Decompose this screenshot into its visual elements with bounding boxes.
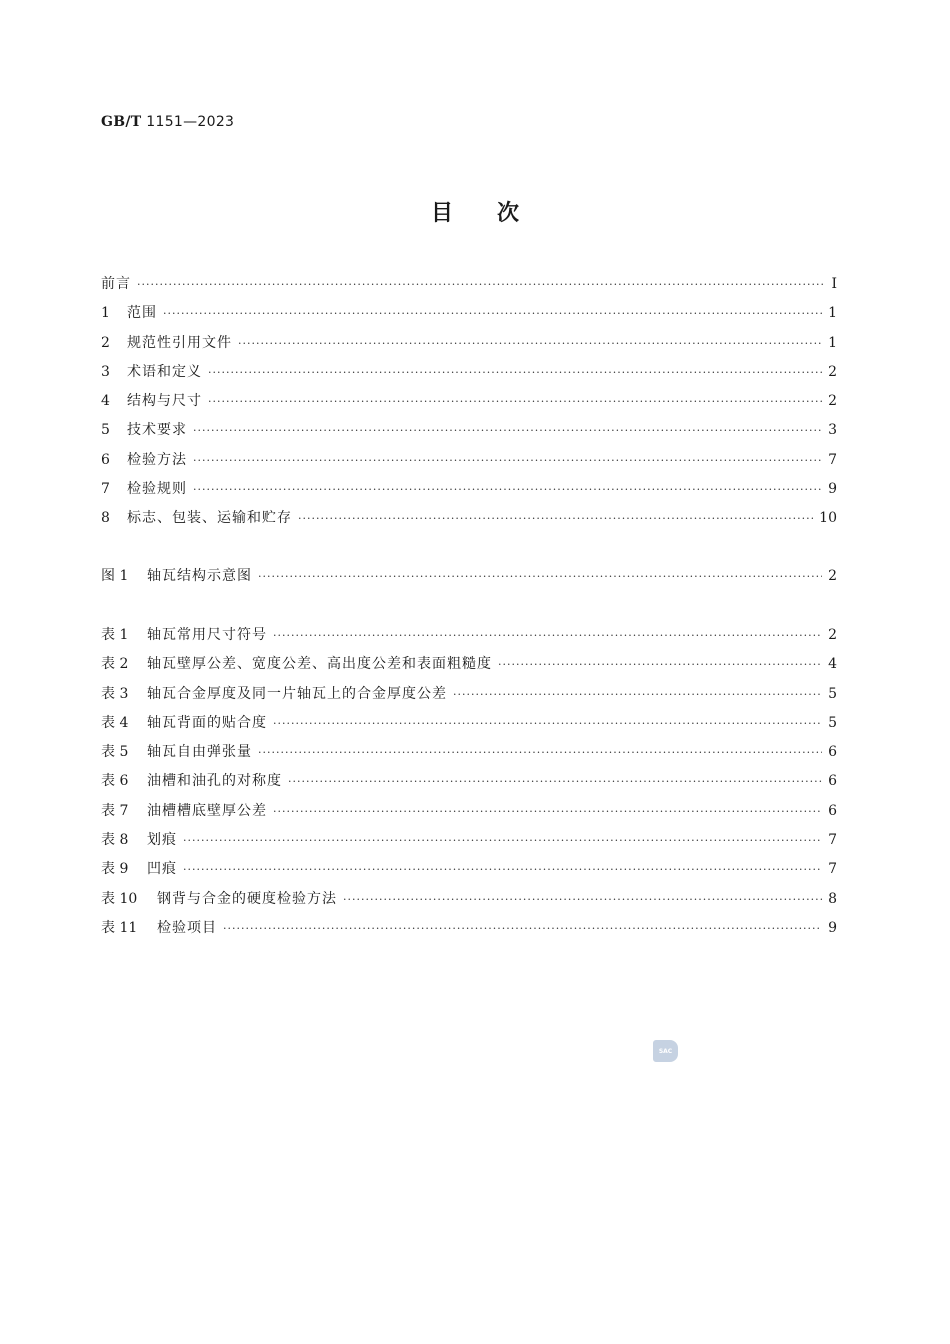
dot-leader [453, 680, 822, 709]
toc-entry-page: 9 [828, 919, 837, 936]
toc-entry-label: 轴瓦常用尺寸符号 [147, 627, 267, 643]
toc-entry[interactable] [101, 446, 837, 475]
dot-leader [238, 329, 822, 358]
toc-tables [101, 621, 837, 943]
dot-leader [208, 358, 822, 387]
toc-entry-label: 规范性引用文件 [127, 334, 232, 351]
toc-entry[interactable] [101, 738, 837, 767]
toc-entry[interactable] [101, 680, 837, 709]
toc-entry-label: 检验项目 [157, 919, 217, 936]
toc-entry-label: 结构与尺寸 [127, 393, 202, 410]
toc-entry-page: 2 [828, 363, 837, 380]
toc-entry-page: 4 [828, 656, 837, 673]
toc-entry-number: 表 1 [101, 627, 129, 643]
toc-entry[interactable] [101, 270, 837, 299]
toc-entry-number: 7 [101, 481, 110, 498]
toc-entry-page: 6 [828, 744, 837, 761]
toc-entry[interactable] [101, 329, 837, 358]
toc-entry-number: 表 7 [101, 802, 129, 819]
toc-entry-page: 2 [828, 393, 837, 410]
toc-entry-number: 表 2 [101, 656, 129, 673]
toc-entry-label: 轴瓦背面的贴合度 [147, 714, 267, 731]
toc-entry-number: 表 10 [101, 890, 138, 907]
dot-leader [193, 416, 822, 445]
toc-entry-number: 表 9 [101, 861, 129, 878]
toc-entry-number: 3 [101, 363, 110, 380]
dot-leader [258, 562, 822, 591]
toc-entry-page: Ⅰ [831, 276, 837, 292]
toc-entry[interactable] [101, 914, 837, 943]
dot-leader [273, 797, 822, 826]
dot-leader [208, 387, 822, 416]
toc-entry[interactable] [101, 797, 837, 826]
toc-entry-page: 9 [828, 481, 837, 498]
page-title: 目次 [430, 200, 563, 226]
dot-leader [223, 914, 822, 943]
toc-entry[interactable] [101, 709, 837, 738]
dot-leader [343, 885, 822, 914]
toc-entry-label: 标志、包装、运输和贮存 [127, 510, 292, 527]
toc-entry[interactable] [101, 387, 837, 416]
toc-entry[interactable] [101, 504, 837, 533]
toc-entry-number: 2 [101, 334, 110, 351]
toc-entry-page: 8 [828, 890, 837, 907]
toc-entry-number: 表 11 [101, 919, 138, 936]
toc-entry[interactable] [101, 650, 837, 679]
toc-entry-number: 4 [101, 393, 110, 410]
toc-entry-page: 5 [828, 714, 837, 731]
toc-entry-number: 8 [101, 510, 110, 527]
toc-entry-label: 技术要求 [127, 422, 187, 439]
toc-entry[interactable] [101, 855, 837, 884]
toc-entry-label: 前言 [101, 276, 131, 292]
dot-leader [498, 650, 822, 679]
watermark-text: SAC [658, 1047, 673, 1055]
toc-entry-number: 表 3 [101, 685, 129, 702]
toc-entry-label: 油槽和油孔的对称度 [147, 773, 282, 790]
toc-entry[interactable] [101, 767, 837, 796]
toc-entry-label: 轴瓦结构示意图 [147, 568, 252, 584]
dot-leader [183, 855, 822, 884]
toc-entry-number: 表 4 [101, 714, 129, 731]
toc-sections [101, 270, 837, 534]
document-header [101, 114, 234, 130]
toc-entry[interactable] [101, 416, 837, 445]
toc-entry-label: 划痕 [147, 832, 177, 849]
toc-entry-number: 图 1 [101, 568, 129, 584]
toc-entry-page: 2 [828, 568, 837, 584]
sac-watermark-logo [653, 1040, 678, 1062]
toc-entry-label: 范围 [127, 305, 157, 322]
toc-entry-label: 钢背与合金的硬度检验方法 [157, 890, 337, 907]
toc-entry[interactable] [101, 562, 837, 591]
toc-entry-page: 6 [828, 773, 837, 790]
dot-leader [193, 475, 822, 504]
toc-entry[interactable] [101, 358, 837, 387]
dot-leader [273, 709, 822, 738]
toc-entry-page: 3 [828, 422, 837, 439]
dot-leader [258, 738, 822, 767]
toc-entry[interactable] [101, 475, 837, 504]
toc-entry-number: 6 [101, 451, 110, 468]
toc-entry[interactable] [101, 826, 837, 855]
dot-leader [183, 826, 822, 855]
toc-entry-page: 7 [828, 832, 837, 849]
toc-entry-page: 7 [828, 451, 837, 468]
standard-number: 1151—2023 [146, 114, 235, 130]
toc-entry-label: 术语和定义 [127, 363, 202, 380]
dot-leader [163, 299, 822, 328]
toc-entry-page: 1 [828, 305, 837, 322]
toc-entry-number: 表 6 [101, 773, 129, 790]
toc-entry-label: 油槽槽底壁厚公差 [147, 802, 267, 819]
dot-leader [273, 621, 822, 650]
toc-entry-label: 轴瓦自由弹张量 [147, 744, 252, 761]
toc-entry[interactable] [101, 299, 837, 328]
dot-leader [288, 767, 822, 796]
toc-entry-page: 10 [819, 510, 837, 527]
toc-entry-page: 6 [828, 802, 837, 819]
toc-entry-number: 1 [101, 305, 110, 322]
toc-entry-label: 检验方法 [127, 451, 187, 468]
toc-entry-label: 轴瓦壁厚公差、宽度公差、高出度公差和表面粗糙度 [147, 656, 492, 673]
toc-entry-number: 5 [101, 422, 110, 439]
toc-entry-number: 表 8 [101, 832, 129, 849]
toc-entry[interactable] [101, 621, 837, 650]
toc-entry-page: 5 [828, 685, 837, 702]
toc-entry-number: 表 5 [101, 744, 129, 761]
dot-leader [298, 504, 813, 533]
dot-leader [137, 270, 823, 299]
toc-entry-page: 2 [828, 627, 837, 643]
toc-entry[interactable] [101, 885, 837, 914]
toc-entry-label: 凹痕 [147, 861, 177, 878]
toc-entry-label: 轴瓦合金厚度及同一片轴瓦上的合金厚度公差 [147, 685, 447, 702]
toc-entry-page: 7 [828, 861, 837, 878]
standard-code: GB/T [101, 114, 142, 130]
toc-figures [101, 562, 837, 591]
toc-entry-label: 检验规则 [127, 481, 187, 498]
toc-entry-page: 1 [828, 334, 837, 351]
dot-leader [193, 446, 822, 475]
